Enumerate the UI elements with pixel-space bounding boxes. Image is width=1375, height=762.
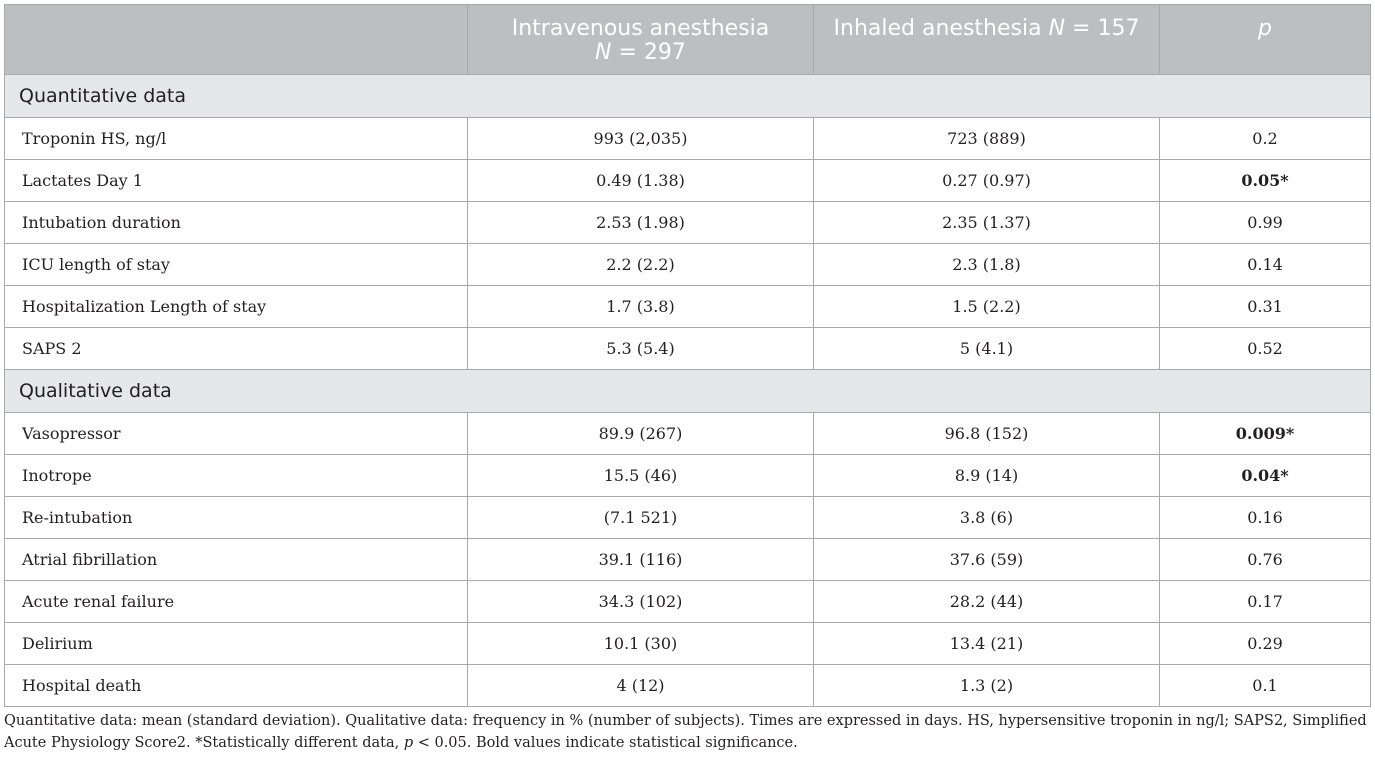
header-inhaled	[814, 5, 1160, 75]
results-table-container	[4, 4, 1370, 707]
row-iv-value: 10.1 (30)	[468, 623, 814, 665]
results-table	[4, 4, 1371, 707]
row-label: Lactates Day 1	[5, 160, 468, 202]
row-inhaled-value: 5 (4.1)	[814, 328, 1160, 370]
row-inhaled-value: 723 (889)	[814, 118, 1160, 160]
row-p-value: 0.2	[1160, 118, 1371, 160]
row-p-value: 0.76	[1160, 539, 1371, 581]
row-inhaled-value: 1.5 (2.2)	[814, 286, 1160, 328]
header-intravenous-n-symbol: N	[595, 40, 612, 65]
row-label: Vasopressor	[5, 413, 468, 455]
row-inhaled-value: 8.9 (14)	[814, 455, 1160, 497]
row-inhaled-value: 96.8 (152)	[814, 413, 1160, 455]
row-label: Hospitalization Length of stay	[5, 286, 468, 328]
row-label: Intubation duration	[5, 202, 468, 244]
row-label: SAPS 2	[5, 328, 468, 370]
row-iv-value: 5.3 (5.4)	[468, 328, 814, 370]
row-iv-value: 0.49 (1.38)	[468, 160, 814, 202]
row-inhaled-value: 2.35 (1.37)	[814, 202, 1160, 244]
header-intravenous-n-value: = 297	[611, 40, 686, 65]
row-p-value: 0.31	[1160, 286, 1371, 328]
row-inhaled-value: 13.4 (21)	[814, 623, 1160, 665]
footnote-p-symbol: p	[403, 735, 414, 751]
row-iv-value: 2.53 (1.98)	[468, 202, 814, 244]
row-p-value: 0.17	[1160, 581, 1371, 623]
row-p-value: 0.14	[1160, 244, 1371, 286]
row-label: ICU length of stay	[5, 244, 468, 286]
header-inhaled-n-value: = 157	[1065, 16, 1140, 41]
section-row-quantitative	[5, 75, 1371, 118]
row-iv-value: 1.7 (3.8)	[468, 286, 814, 328]
row-iv-value: 15.5 (46)	[468, 455, 814, 497]
row-iv-value: 993 (2,035)	[468, 118, 814, 160]
row-iv-value: 39.1 (116)	[468, 539, 814, 581]
table-row	[5, 665, 1371, 707]
table-row	[5, 539, 1371, 581]
row-inhaled-value: 37.6 (59)	[814, 539, 1160, 581]
row-label: Inotrope	[5, 455, 468, 497]
table-row	[5, 202, 1371, 244]
row-p-value: 0.16	[1160, 497, 1371, 539]
header-inhaled-n-symbol: N	[1048, 16, 1066, 41]
row-p-value-significant: 0.009*	[1160, 413, 1371, 455]
footnote-text-part2: < 0.05. Bold values indicate statistical significance.	[413, 735, 798, 751]
row-label: Delirium	[5, 623, 468, 665]
row-inhaled-value: 3.8 (6)	[814, 497, 1160, 539]
table-footnote	[4, 710, 1370, 754]
table-row	[5, 413, 1371, 455]
row-p-value: 0.1	[1160, 665, 1371, 707]
table-row	[5, 328, 1371, 370]
row-iv-value: (7.1 521)	[468, 497, 814, 539]
row-inhaled-value: 1.3 (2)	[814, 665, 1160, 707]
row-iv-value: 34.3 (102)	[468, 581, 814, 623]
table-row	[5, 244, 1371, 286]
row-iv-value: 2.2 (2.2)	[468, 244, 814, 286]
footnote-text-part1: Quantitative data: mean (standard deviation). Qualitative data: frequency in % (number of subjects). Times are expressed in days. HS, hypersensitive troponin in ng/l; SAPS2, Simplified Acute Physiology Score2. *Statistically different data,	[4, 713, 1367, 751]
table-row	[5, 497, 1371, 539]
row-p-value-significant: 0.04*	[1160, 455, 1371, 497]
row-p-value: 0.29	[1160, 623, 1371, 665]
section-row-qualitative	[5, 370, 1371, 413]
header-empty-cell	[5, 5, 468, 75]
row-label: Re-intubation	[5, 497, 468, 539]
row-inhaled-value: 28.2 (44)	[814, 581, 1160, 623]
row-label: Troponin HS, ng/l	[5, 118, 468, 160]
table-row	[5, 455, 1371, 497]
header-inhaled-label: Inhaled anesthesia	[833, 16, 1049, 41]
header-intravenous	[468, 5, 814, 75]
header-p-symbol: p	[1258, 16, 1272, 41]
row-inhaled-value: 2.3 (1.8)	[814, 244, 1160, 286]
table-row	[5, 581, 1371, 623]
row-label: Atrial fibrillation	[5, 539, 468, 581]
table-row	[5, 160, 1371, 202]
table-header-row	[5, 5, 1371, 75]
row-label: Acute renal failure	[5, 581, 468, 623]
table-row	[5, 118, 1371, 160]
row-p-value: 0.52	[1160, 328, 1371, 370]
row-p-value-significant: 0.05*	[1160, 160, 1371, 202]
table-row	[5, 286, 1371, 328]
section-title-quantitative: Quantitative data	[5, 75, 1371, 118]
row-iv-value: 89.9 (267)	[468, 413, 814, 455]
row-iv-value: 4 (12)	[468, 665, 814, 707]
row-p-value: 0.99	[1160, 202, 1371, 244]
table-row	[5, 623, 1371, 665]
header-intravenous-label: Intravenous anesthesia	[511, 16, 770, 41]
row-inhaled-value: 0.27 (0.97)	[814, 160, 1160, 202]
header-p-value	[1160, 5, 1371, 75]
row-label: Hospital death	[5, 665, 468, 707]
section-title-qualitative: Qualitative data	[5, 370, 1371, 413]
